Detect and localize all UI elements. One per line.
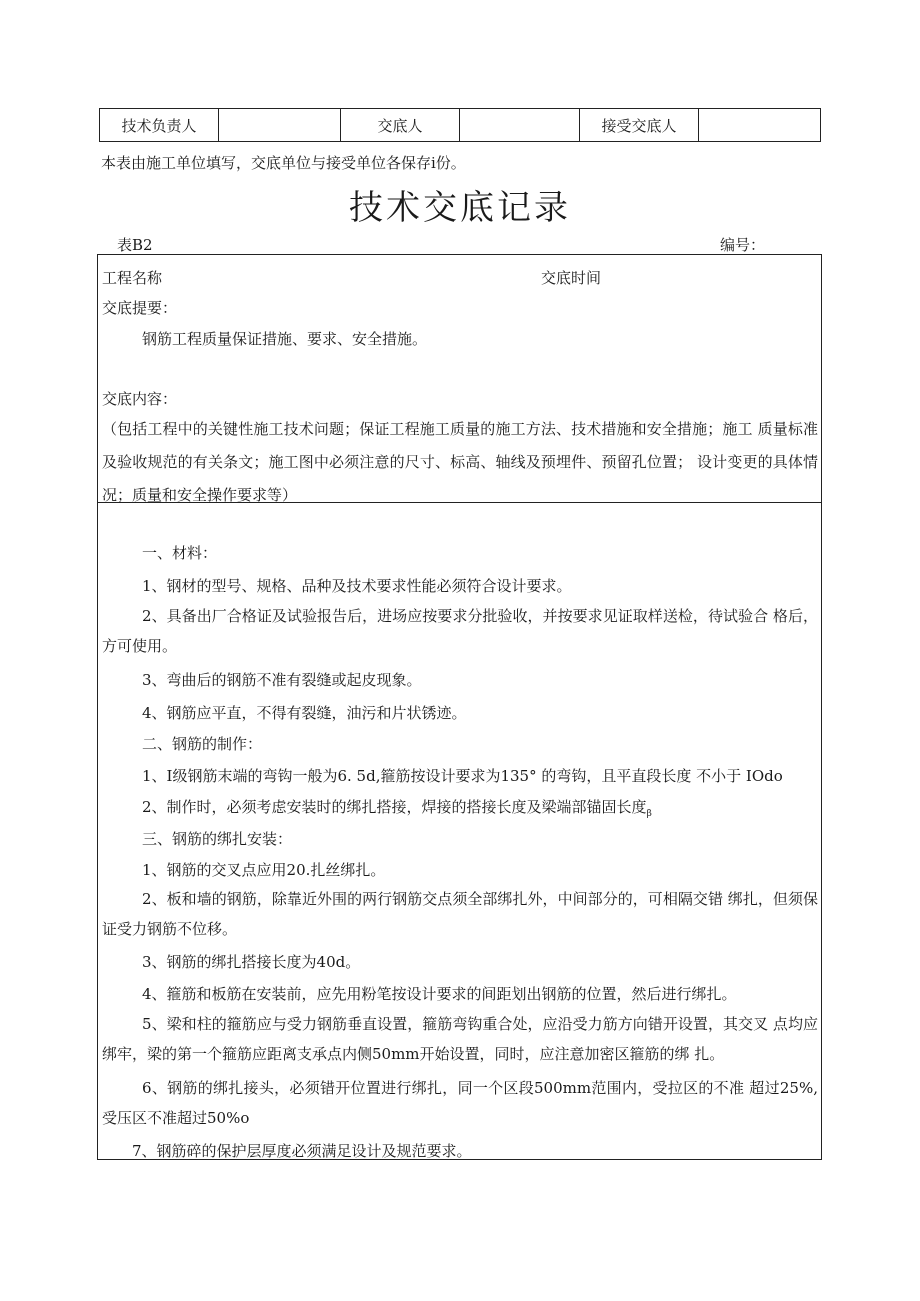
materials-item-4: 4、钢筋应平直，不得有裂缝，油污和片状锈迹。 (142, 704, 467, 722)
fabrication-item-2 (142, 796, 652, 819)
section-fabrication-title: 二、钢筋的制作： (142, 735, 263, 753)
fabrication-item-2-text: 2、制作时，必须考虑安装时的绑扎搭接，焊接的搭接长度及梁端部锚固长度 (142, 798, 647, 816)
content-intro: （包括工程中的关键性施工技术问题；保证工程施工质量的施工方法、技术措施和安全措施；施工 质量标准及验收规范的有关条文；施工图中必须注意的尺寸、标高、轴线及预埋件、预留孔位置； 设计变更的具体情况；质量和安全操作要求等） (102, 420, 818, 504)
tech-lead-label: 技术负责人 (100, 109, 219, 142)
materials-item-1: 1、钢材的型号、规格、品种及技术要求性能必须符合设计要求。 (142, 577, 572, 595)
form-note: 本表由施工单位填写，交底单位与接受单位各保存i份。 (101, 154, 466, 172)
section-binding-title: 三、钢筋的绑扎安装： (142, 830, 293, 848)
binding-item-5: 5、梁和柱的箍筋应与受力钢筋垂直设置，箍筋弯钩重合处，应沿受力筋方向错开设置，其交叉 点均应绑牢，梁的第一个箍筋应距离支承点内侧50mm开始设置，同时，应注意加密区箍筋的绑 扎。 (102, 1015, 818, 1063)
content-divider (98, 502, 821, 503)
fabrication-item-1: 1、I级钢筋末端的弯钩一般为6. 5d,箍筋按设计要求为135° 的弯钩，且平直段长度 不小于 IOdo (142, 767, 783, 785)
summary-label: 交底提要： (102, 299, 178, 317)
fabrication-item-2-mark: β (646, 809, 652, 819)
binding-item-3: 3、钢筋的绑扎搭接长度为40d。 (142, 953, 361, 971)
binding-item-2: 2、板和墙的钢筋，除靠近外围的两行钢筋交点须全部绑扎外，中间部分的，可相隔交错 绑扎，但须保证受力钢筋不位移。 (102, 890, 818, 938)
recipient-label: 接受交底人 (580, 109, 699, 142)
section-materials-title: 一、材料： (142, 544, 218, 562)
binding-item-6: 6、钢筋的绑扎接头，必须错开位置进行绑扎，同一个区段500mm范围内，受拉区的不准 超过25%,受压区不准超过50%o (102, 1079, 818, 1127)
tech-lead-value[interactable] (219, 109, 341, 142)
form-number: 表B2 (117, 236, 153, 254)
signature-table (99, 108, 821, 142)
binding-item-7: 7、钢筋碎的保护层厚度必须满足设计及规范要求。 (132, 1142, 472, 1160)
summary-text: 钢筋工程质量保证措施、要求、安全措施。 (142, 330, 428, 348)
signature-row (100, 109, 821, 142)
recipient-value[interactable] (699, 109, 821, 142)
disclosure-date-label: 交底时间 (541, 269, 602, 287)
binding-item-4: 4、箍筋和板筋在安装前，应先用粉笔按设计要求的间距划出钢筋的位置，然后进行绑扎。 (142, 985, 737, 1003)
serial-number-label: 编号： (720, 236, 766, 254)
page-title: 技术交底记录 (349, 188, 571, 228)
materials-item-2: 2、具备出厂合格证及试验报告后，进场应按要求分批验收，并按要求见证取样送检，待试验合 格后，方可使用。 (102, 607, 818, 655)
project-name-label: 工程名称 (102, 269, 163, 287)
binding-item-1: 1、钢筋的交叉点应用20.扎丝绑扎。 (142, 861, 386, 879)
materials-item-3: 3、弯曲后的钢筋不准有裂缝或起皮现象。 (142, 671, 422, 689)
content-label: 交底内容： (102, 390, 178, 408)
disclosure-record-box (97, 254, 822, 1160)
presenter-value[interactable] (460, 109, 580, 142)
presenter-label: 交底人 (341, 109, 460, 142)
